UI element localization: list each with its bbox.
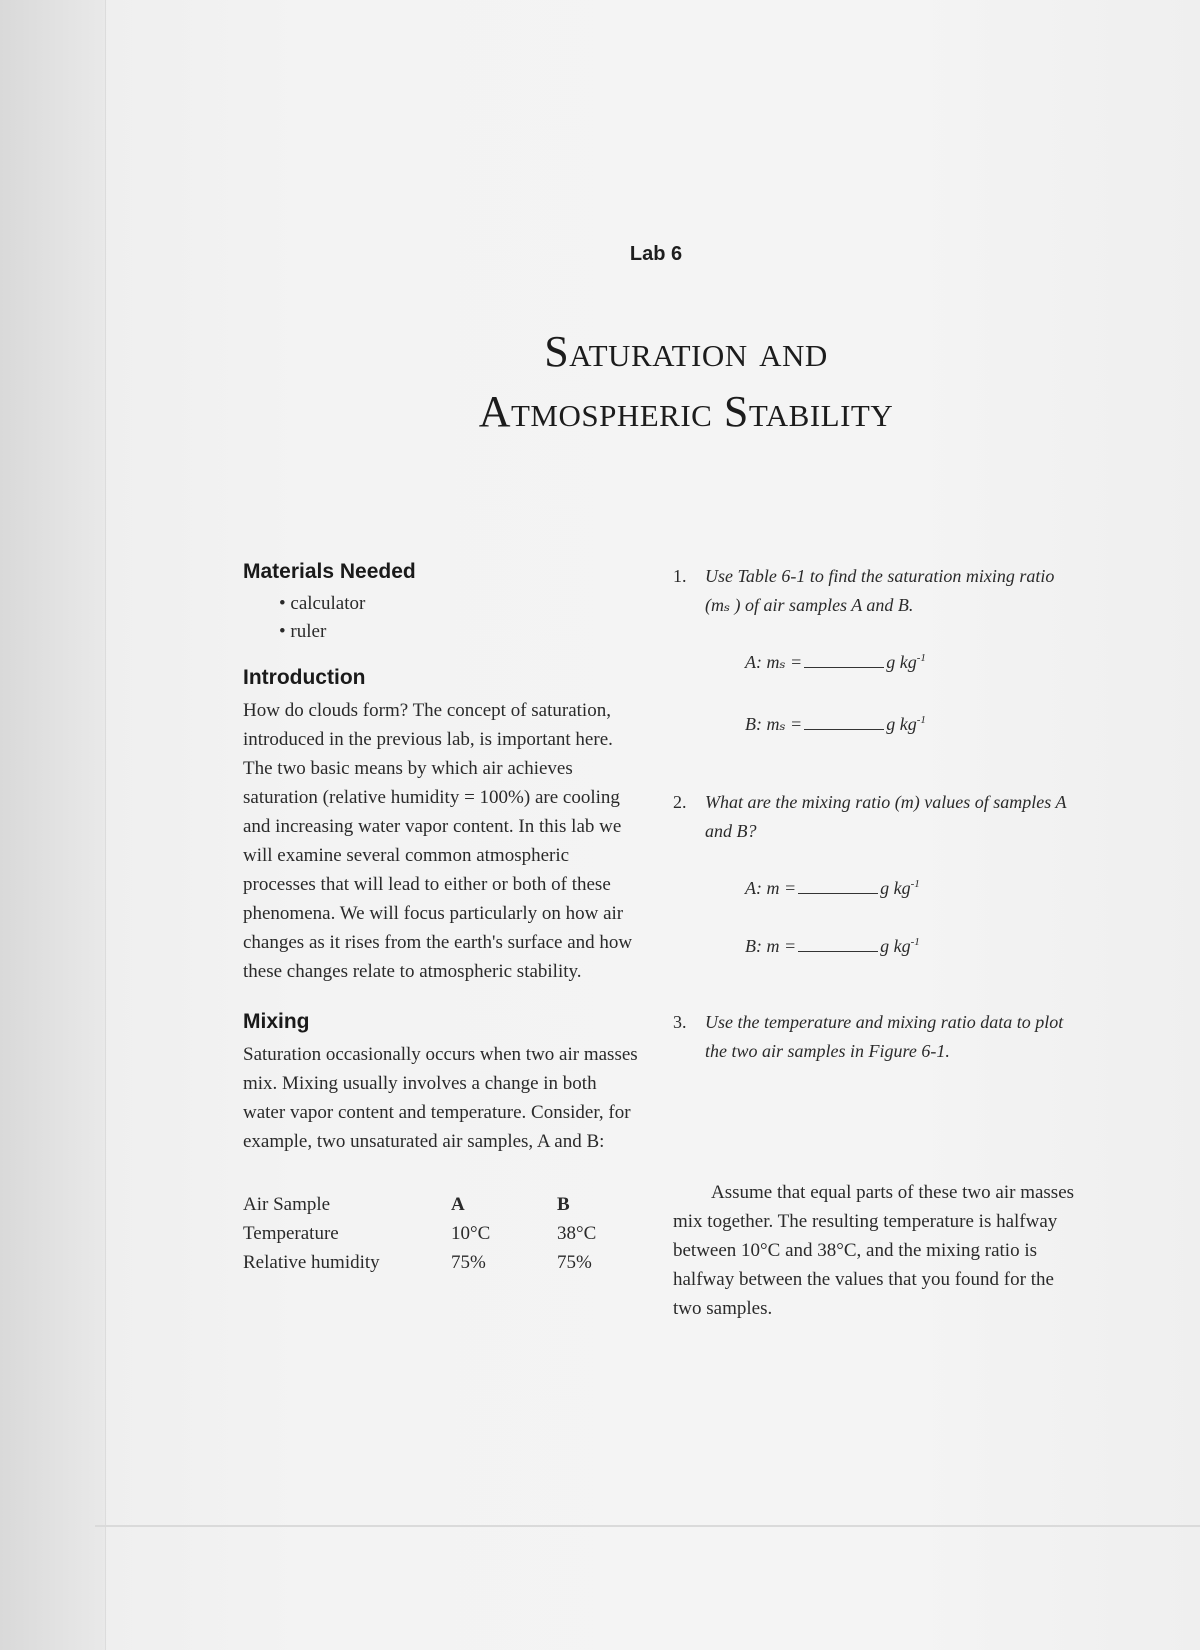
answer-blank[interactable] <box>798 933 878 952</box>
answer-unit-exponent: -1 <box>910 936 920 948</box>
answer-unit: g kg <box>886 652 917 672</box>
materials-heading: Materials Needed <box>243 560 416 583</box>
question-number: 1. <box>673 566 687 586</box>
table-header-cell: B <box>557 1193 570 1215</box>
table-header-cell: A <box>451 1193 465 1215</box>
table-cell: 38°C <box>557 1222 597 1244</box>
table-row <box>243 1219 596 1248</box>
table-cell: Relative humidity <box>243 1251 380 1273</box>
answer-unit: g kg <box>886 714 917 734</box>
answer-prefix: A: m = <box>745 878 797 898</box>
question-number: 3. <box>673 1012 687 1032</box>
table-cell: Temperature <box>243 1222 339 1244</box>
table-row <box>243 1248 596 1277</box>
question-3 <box>673 1008 1083 1066</box>
closing-paragraph: Assume that equal parts of these two air masses mix together. The resulting temperature is halfway between 10°C and 38°C, and the mixing ratio is halfway between the values that you found for the two samples. <box>673 1182 1075 1319</box>
answer-blank[interactable] <box>804 649 884 668</box>
question-text: What are the mixing ratio (m) values of samples A and B? <box>705 792 1067 841</box>
title-line-1: Saturation and <box>544 327 828 376</box>
table-cell: 75% <box>557 1251 592 1273</box>
mixing-heading: Mixing <box>243 1010 310 1033</box>
question-text: Use Table 6-1 to find the saturation mixing ratio (mₛ ) of air samples A and B. <box>705 566 1055 615</box>
introduction-text: How do clouds form? The concept of saturation, introduced in the previous lab, is important here. The two basic means by which air achieves saturation (relative humidity = 100%) are cooling and increasing water vapor content. In this lab we will examine several common atmospheric processes that will lead to either or both of these phenomena. We will focus particularly on how air changes as it rises from the earth's surface and how these changes relate to atmospheric stability. <box>243 700 633 982</box>
introduction-heading: Introduction <box>243 666 366 689</box>
question-2 <box>673 788 1083 846</box>
answer-line <box>745 928 1083 956</box>
materials-item: • calculator <box>279 590 643 618</box>
question-1 <box>673 562 1083 620</box>
table-header-cell: Air Sample <box>243 1193 331 1215</box>
answer-prefix: B: mₛ = <box>745 714 803 734</box>
answer-blank[interactable] <box>804 711 884 730</box>
title-line-2: Atmospheric Stability <box>478 387 894 436</box>
question-number: 2. <box>673 792 687 812</box>
table-cell: 10°C <box>451 1222 491 1244</box>
left-column <box>243 560 643 1277</box>
materials-item: • ruler <box>279 618 643 646</box>
table-cell: 75% <box>451 1251 486 1273</box>
answer-unit: g kg <box>880 878 911 898</box>
answer-blank[interactable] <box>798 875 878 894</box>
materials-list <box>279 590 643 646</box>
question-text: Use the temperature and mixing ratio data to plot the two air samples in Figure 6-1. <box>705 1012 1064 1061</box>
lab-label: Lab 6 <box>629 243 683 265</box>
answer-unit: g kg <box>880 936 911 956</box>
answer-prefix: A: mₛ = <box>745 652 803 672</box>
mixing-text: Saturation occasionally occurs when two air masses mix. Mixing usually involves a change in both water vapor content and temperature. Consider, for example, two unsaturated air samples, A and B: <box>243 1044 638 1152</box>
right-column <box>673 562 1083 1323</box>
answer-line <box>745 706 1083 734</box>
answer-line <box>745 870 1083 898</box>
answer-line <box>745 644 1083 672</box>
answer-unit-exponent: -1 <box>916 652 926 664</box>
page-bottom-edge <box>95 1525 1200 1527</box>
air-sample-table <box>243 1190 596 1277</box>
answer-unit-exponent: -1 <box>910 878 920 890</box>
answer-prefix: B: m = <box>745 936 797 956</box>
table-header-row <box>243 1190 596 1219</box>
answer-unit-exponent: -1 <box>916 714 926 726</box>
page-title <box>0 322 1200 442</box>
